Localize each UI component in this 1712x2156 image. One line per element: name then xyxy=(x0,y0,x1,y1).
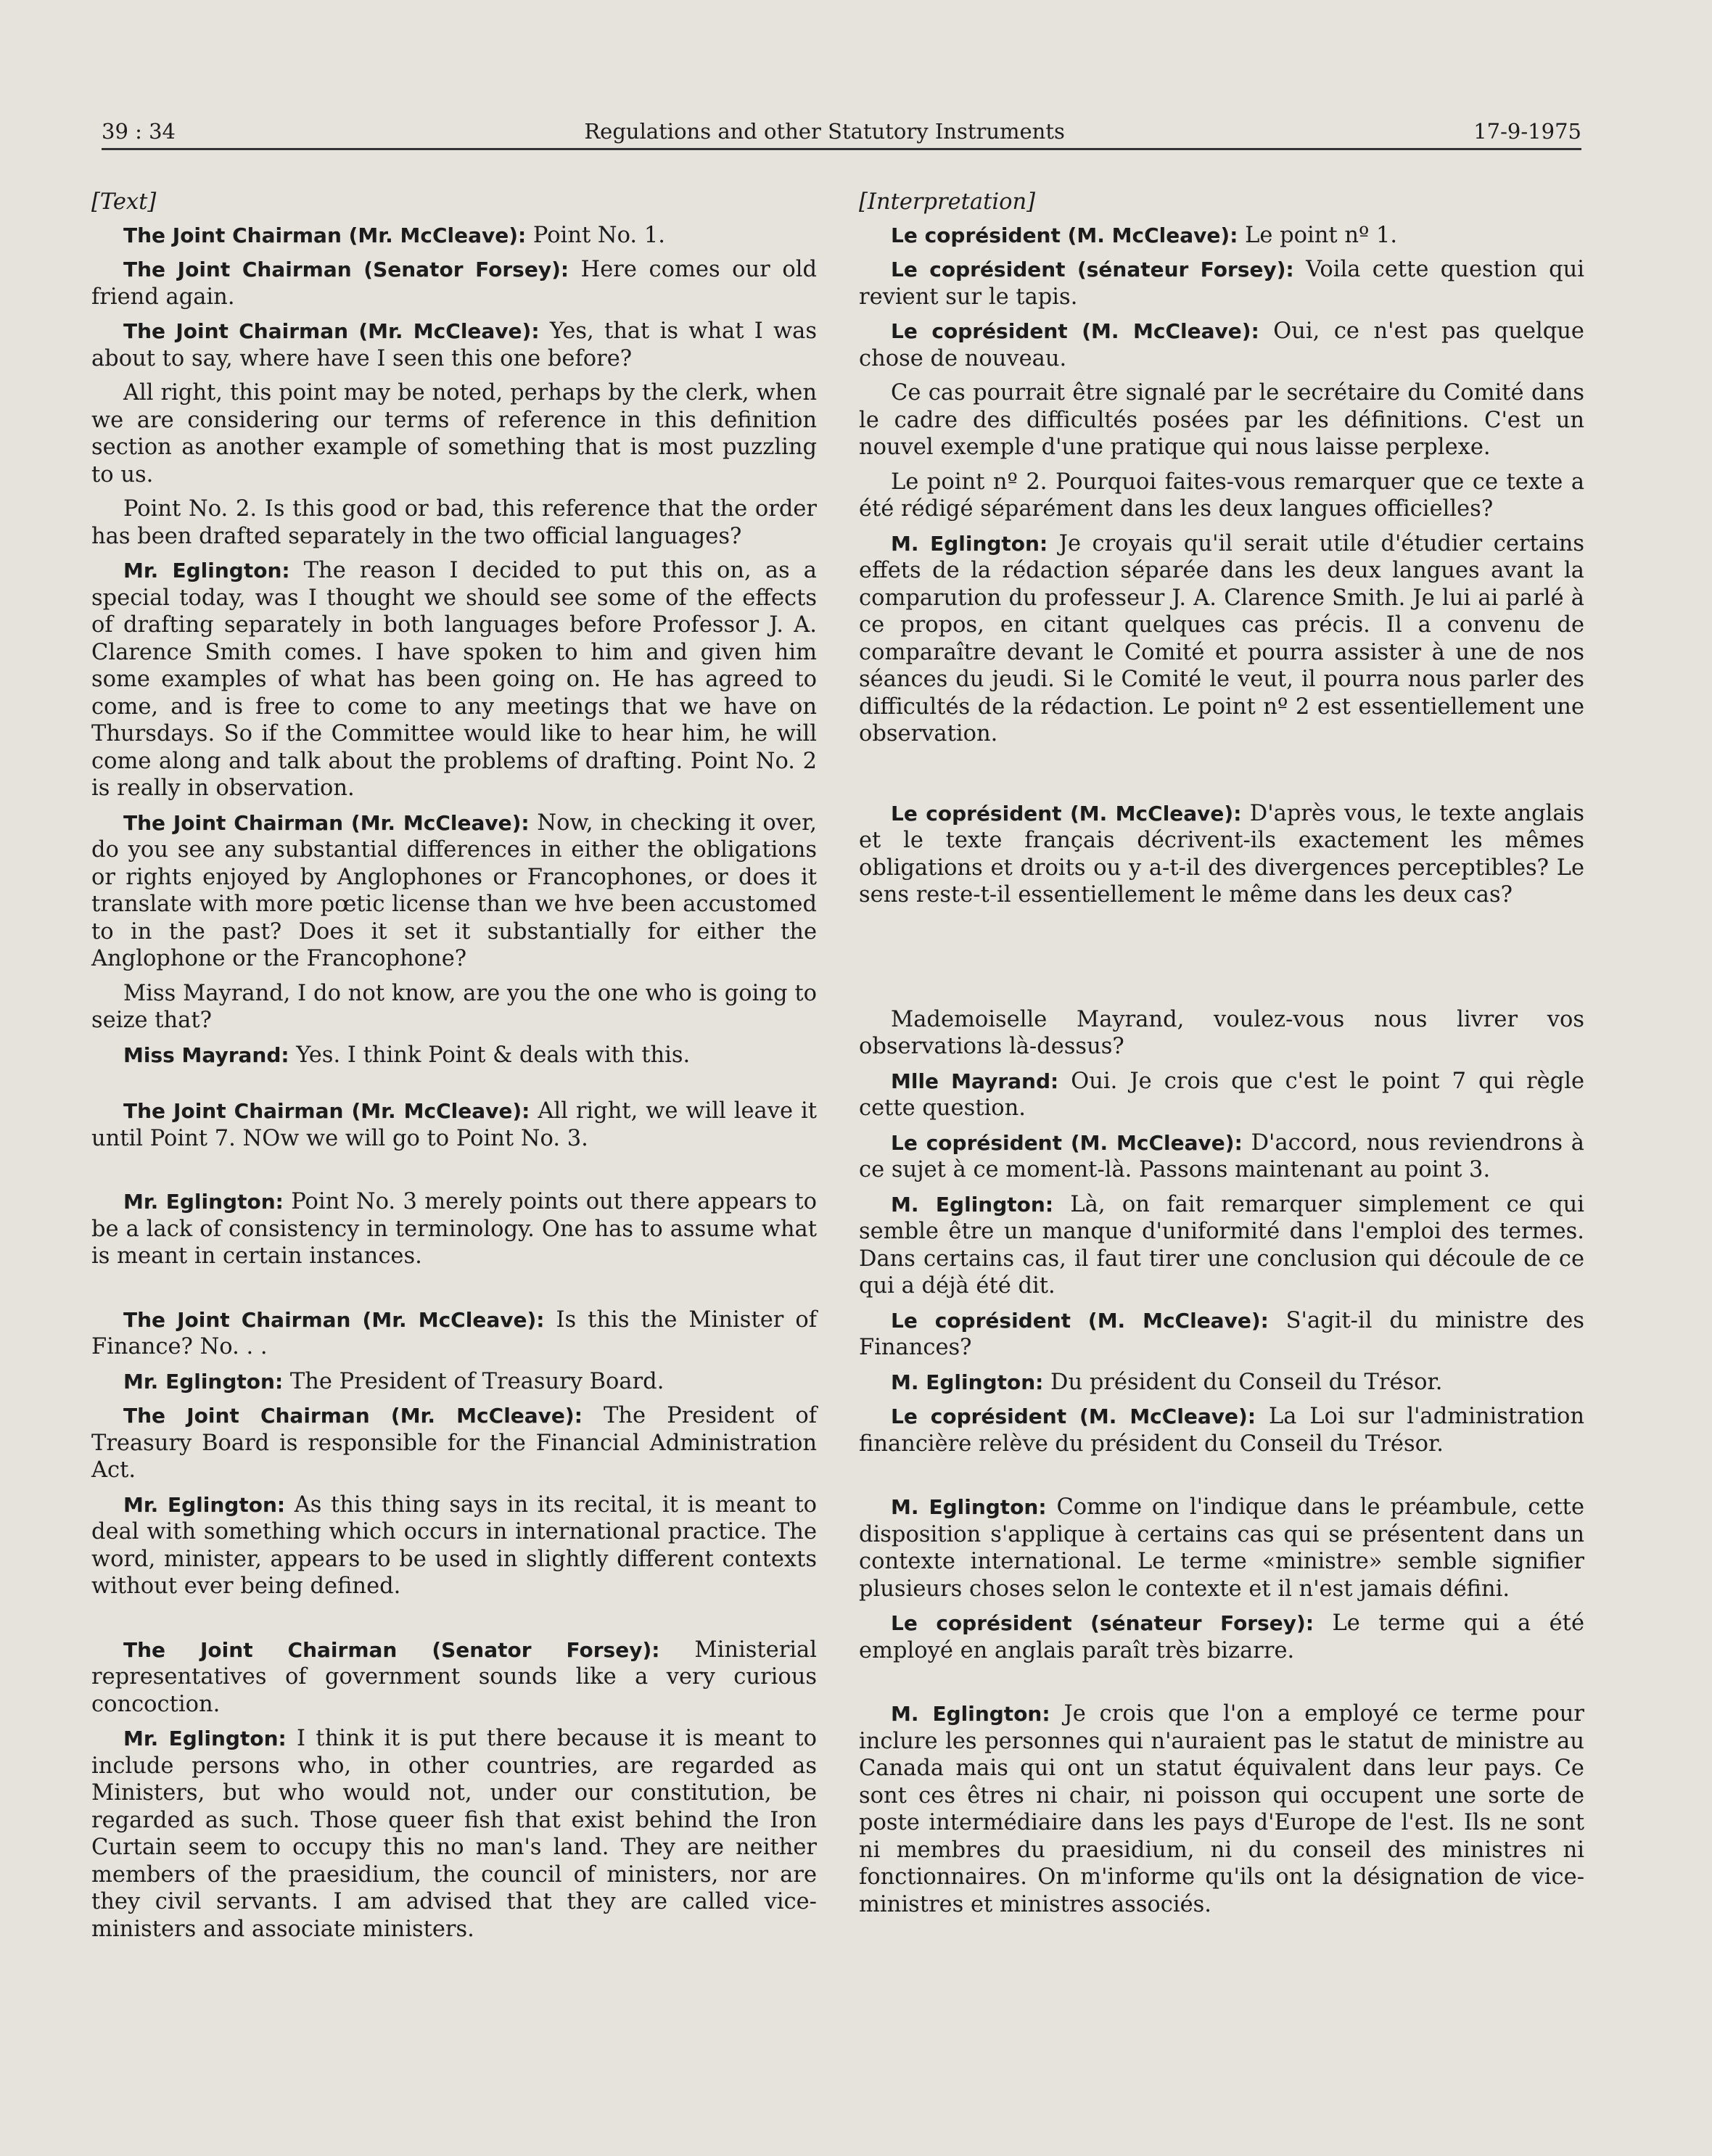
speaker: The Joint Chairman (Mr. McCleave): xyxy=(123,1099,530,1123)
paragraph xyxy=(859,379,1584,461)
paragraph xyxy=(91,1188,817,1270)
paragraph xyxy=(91,980,817,1034)
paragraph xyxy=(91,1725,817,1943)
paragraph-text: Here comes our old friend again. xyxy=(91,257,817,310)
paragraph xyxy=(91,1042,817,1069)
paragraph-text: Oui. Je crois que c'est le point 7 qui règle cette question. xyxy=(859,1068,1584,1121)
paragraph xyxy=(91,256,817,310)
column-label: [Interpretation] xyxy=(859,189,1035,215)
paragraph-text: Du président du Conseil du Trésor. xyxy=(1043,1369,1443,1395)
spacer xyxy=(859,1671,1584,1700)
paragraph xyxy=(91,318,817,372)
spacer xyxy=(859,755,1584,800)
speaker: M. Eglington: xyxy=(891,1192,1054,1217)
speaker: M. Eglington: xyxy=(891,1370,1044,1394)
spacer xyxy=(91,1076,817,1098)
speaker: Mlle Mayrand: xyxy=(891,1069,1059,1093)
paragraph-text: Le point nº 2. Pourquoi faites-vous remarquer que ce texte a été rédigé séparément dans les deux langues officielles? xyxy=(859,469,1584,522)
paragraph-text: Ministerial representatives of government sounds like a very curious concoction. xyxy=(91,1637,817,1717)
paragraph-text: Point No. 3 merely points out there appears to be a lack of consistency in terminology. One has to assume what is meant in certain instances. xyxy=(91,1189,817,1269)
speaker: Le coprésident (M. McCleave): xyxy=(891,319,1259,343)
paragraph-text: Point No. 1. xyxy=(526,222,665,248)
paragraph xyxy=(859,318,1584,372)
speaker: The Joint Chairman (Mr. McCleave): xyxy=(123,1307,545,1332)
speaker: Le coprésident (sénateur Forsey): xyxy=(891,258,1294,281)
spacer xyxy=(859,1465,1584,1494)
paragraph-text: The President of Treasury Board. xyxy=(283,1368,664,1394)
speaker: M. Eglington: xyxy=(891,1702,1050,1726)
paragraph-text: S'agit-il du ministre des Finances? xyxy=(859,1307,1584,1360)
speaker: Mr. Eglington: xyxy=(123,559,290,583)
paragraph-text: Now, in checking it over, do you see any substantial differences in either the obligations or rights enjoyed by Anglophones or Francophones, or does it translate with more pœtic license than we hve been accustomed to in the past? Does it set it substantially for either the Anglophone or the Francophone? xyxy=(91,810,817,971)
paragraph xyxy=(91,1491,817,1600)
speaker: Mr. Eglington: xyxy=(123,1727,287,1750)
paragraph xyxy=(859,1068,1584,1122)
speaker: Le coprésident (M. McCleave): xyxy=(891,1308,1269,1333)
paragraph-text: Je croyais qu'il serait utile d'étudier certains effets de la rédaction séparée dans les deux langues avant la comparution du professeur J. A. Clarence Smith. Je lui ai parlé à ce propos, en citant quelques cas précis. Il a convenu de comparaître devant le Comité et pourra assister à une de nos séances du jeudi. Si le Comité le veut, il pourra nous parler des difficultés de la rédaction. Le point nº 2 est essentiellement une observation. xyxy=(859,530,1584,746)
page-title: Regulations and other Statutory Instruments xyxy=(584,119,1065,144)
paragraph xyxy=(859,256,1584,310)
paragraph xyxy=(91,1402,817,1484)
speaker: The Joint Chairman (Mr. McCleave): xyxy=(123,319,540,343)
spacer xyxy=(91,1608,817,1637)
paragraph-text: Mademoiselle Mayrand, voulez-vous nous livrer vos observations là-dessus? xyxy=(859,1006,1584,1059)
paragraph xyxy=(91,379,817,488)
paragraph xyxy=(859,1130,1584,1184)
paragraph xyxy=(859,1307,1584,1362)
speaker: Mr. Eglington: xyxy=(123,1492,286,1517)
page-number: 39 : 34 xyxy=(102,119,176,144)
paragraph-text: As this thing says in its recital, it is meant to deal with something which occurs in international practice. The word, minister, appears to be used in slightly different contexts without ever being defined. xyxy=(91,1491,817,1599)
speaker: Mr. Eglington: xyxy=(123,1369,284,1394)
paragraph-text: Is this the Minister of Finance? No. . . xyxy=(91,1307,817,1359)
paragraph-text: Je crois que l'on a employé ce terme pour inclure les personnes qui n'auraient pas le statut de ministre au Canada mais qui ont un statut équivalent dans leur pays. Ce sont ces êtres ni chair, ni poisson qui occupent une sorte de poste intermédiaire dans les pays d'Europe de l'est. Ils ne sont ni membres du praesidium, ni du conseil des ministres ni fonctionnaires. On m'informe qu'ils ont la désignation de vice-ministres et ministres associés. xyxy=(859,1701,1584,1917)
paragraph xyxy=(859,1369,1584,1396)
paragraph-text: All right, this point may be noted, perhaps by the clerk, when we are considering our terms of reference in this definition section as another example of something that is most puzzling to us. xyxy=(91,380,817,487)
french-column xyxy=(859,189,1584,1925)
paragraph xyxy=(91,1098,817,1152)
speaker: M. Eglington: xyxy=(891,531,1048,556)
speaker: Le coprésident (sénateur Forsey): xyxy=(891,1611,1314,1635)
speaker: Le coprésident (M. McCleave): xyxy=(891,1130,1243,1155)
paragraph-text: Le terme qui a été employé en anglais paraît très bizarre. xyxy=(859,1610,1584,1663)
paragraph xyxy=(859,1610,1584,1664)
paragraph xyxy=(91,557,817,802)
speaker: The Joint Chairman (Mr. McCleave): xyxy=(123,223,527,247)
speaker: Le coprésident (M. McCleave): xyxy=(891,223,1238,247)
speaker: The Joint Chairman (Mr. McCleave): xyxy=(123,1404,583,1428)
paragraph-text: D'après vous, le texte anglais et le texte français décrivent-ils exactement les mêmes obligations et droits ou y a-t-il des divergences perceptibles? Le sens reste-t-il essentiellement le même dans les deux cas? xyxy=(859,800,1584,908)
paragraph xyxy=(91,1307,817,1361)
spacer xyxy=(91,1277,817,1307)
paragraph-text: Miss Mayrand, I do not know, are you the one who is going to seize that? xyxy=(91,980,817,1033)
speaker: The Joint Chairman (Senator Forsey): xyxy=(123,1637,660,1662)
page-header xyxy=(102,107,1581,150)
column-label: [Text] xyxy=(91,189,157,215)
speaker: The Joint Chairman (Senator Forsey): xyxy=(123,258,569,281)
speaker: The Joint Chairman (Mr. McCleave): xyxy=(123,810,530,835)
paragraph xyxy=(859,1403,1584,1457)
paragraph xyxy=(859,1191,1584,1300)
paragraph xyxy=(859,1700,1584,1918)
paragraph xyxy=(91,222,817,250)
paragraph xyxy=(91,1637,817,1719)
speaker: Le coprésident (M. McCleave): xyxy=(891,1404,1256,1428)
paragraph xyxy=(91,810,817,973)
paragraph-text: Comme on l'indique dans le préambule, cette disposition s'applique à certains cas qui se présentent dans un contexte international. Le terme «ministre» semble signifier plusieurs choses selon le contexte et il n'est jamais défini. xyxy=(859,1494,1584,1602)
paragraph-text: Oui, ce n'est pas quelque chose de nouveau. xyxy=(859,318,1584,371)
paragraph-text: Ce cas pourrait être signalé par le secrétaire du Comité dans le cadre des difficultés posées par les définitions. C'est un nouvel exemple d'une pratique qui nous laisse perplexe. xyxy=(859,380,1584,460)
paragraph-text: Le point nº 1. xyxy=(1238,222,1398,248)
paragraph xyxy=(859,222,1584,250)
paragraph-text: D'accord, nous reviendrons à ce sujet à ce moment-là. Passons maintenant au point 3. xyxy=(859,1130,1584,1182)
paragraph xyxy=(91,495,817,550)
paragraph xyxy=(859,1494,1584,1602)
paragraph xyxy=(91,1368,817,1396)
paragraph-text: The reason I decided to put this on, as a special today, was I thought we should see some of the effects of drafting separately in both languages before Professor J. A. Clarence Smith comes. I have spoken to him and given him some examples of what has been going on. He has agreed to come, and is free to come to any meetings that we have on Thursdays. So if the Committee would like to hear him, he will come along and talk about the problems of drafting. Point No. 2 is really in observation. xyxy=(91,558,817,801)
spacer xyxy=(859,916,1584,1006)
spacer xyxy=(91,1159,817,1188)
paragraph xyxy=(859,469,1584,523)
speaker: Miss Mayrand: xyxy=(123,1042,289,1067)
paragraph xyxy=(859,530,1584,748)
paragraph-text: Yes, that is what I was about to say, where have I seen this one before? xyxy=(91,318,818,371)
paragraph xyxy=(859,800,1584,909)
paragraph-text: Point No. 2. Is this good or bad, this reference that the order has been drafted separately in the two official languages? xyxy=(91,496,817,549)
paragraph-text: Là, on fait remarquer simplement ce qui semble être un manque d'uniformité dans l'emploi des termes. Dans certains cas, il faut tirer une conclusion qui découle de ce qui a déjà été dit. xyxy=(859,1191,1584,1299)
english-column xyxy=(91,189,817,1950)
paragraph-text: Yes. I think Point & deals with this. xyxy=(289,1042,691,1068)
speaker: Le coprésident (M. McCleave): xyxy=(891,801,1242,826)
page-date: 17-9-1975 xyxy=(1473,119,1581,144)
paragraph xyxy=(859,1006,1584,1061)
paragraph-text: The President of Treasury Board is responsible for the Financial Administration Act. xyxy=(91,1403,817,1483)
paragraph-text: Voila cette question qui revient sur le tapis. xyxy=(859,257,1584,310)
speaker: Mr. Eglington: xyxy=(123,1190,284,1214)
paragraph-text: All right, we will leave it until Point 7. NOw we will go to Point No. 3. xyxy=(91,1098,817,1151)
paragraph-text: I think it is put there because it is meant to include persons who, in other countries, are regarded as Ministers, but who would not, under our constitution, be regarded as such. Those queer fish that exist behind the Iron Curtain seem to occupy this no man's land. They are neither members of the praesidium, the council of ministers, nor are they civil servants. I am advised that they are called vice-ministers and associate ministers. xyxy=(91,1726,817,1942)
speaker: M. Eglington: xyxy=(891,1495,1047,1519)
paragraph-text: La Loi sur l'administration financière relève du président du Conseil du Trésor. xyxy=(859,1404,1584,1457)
